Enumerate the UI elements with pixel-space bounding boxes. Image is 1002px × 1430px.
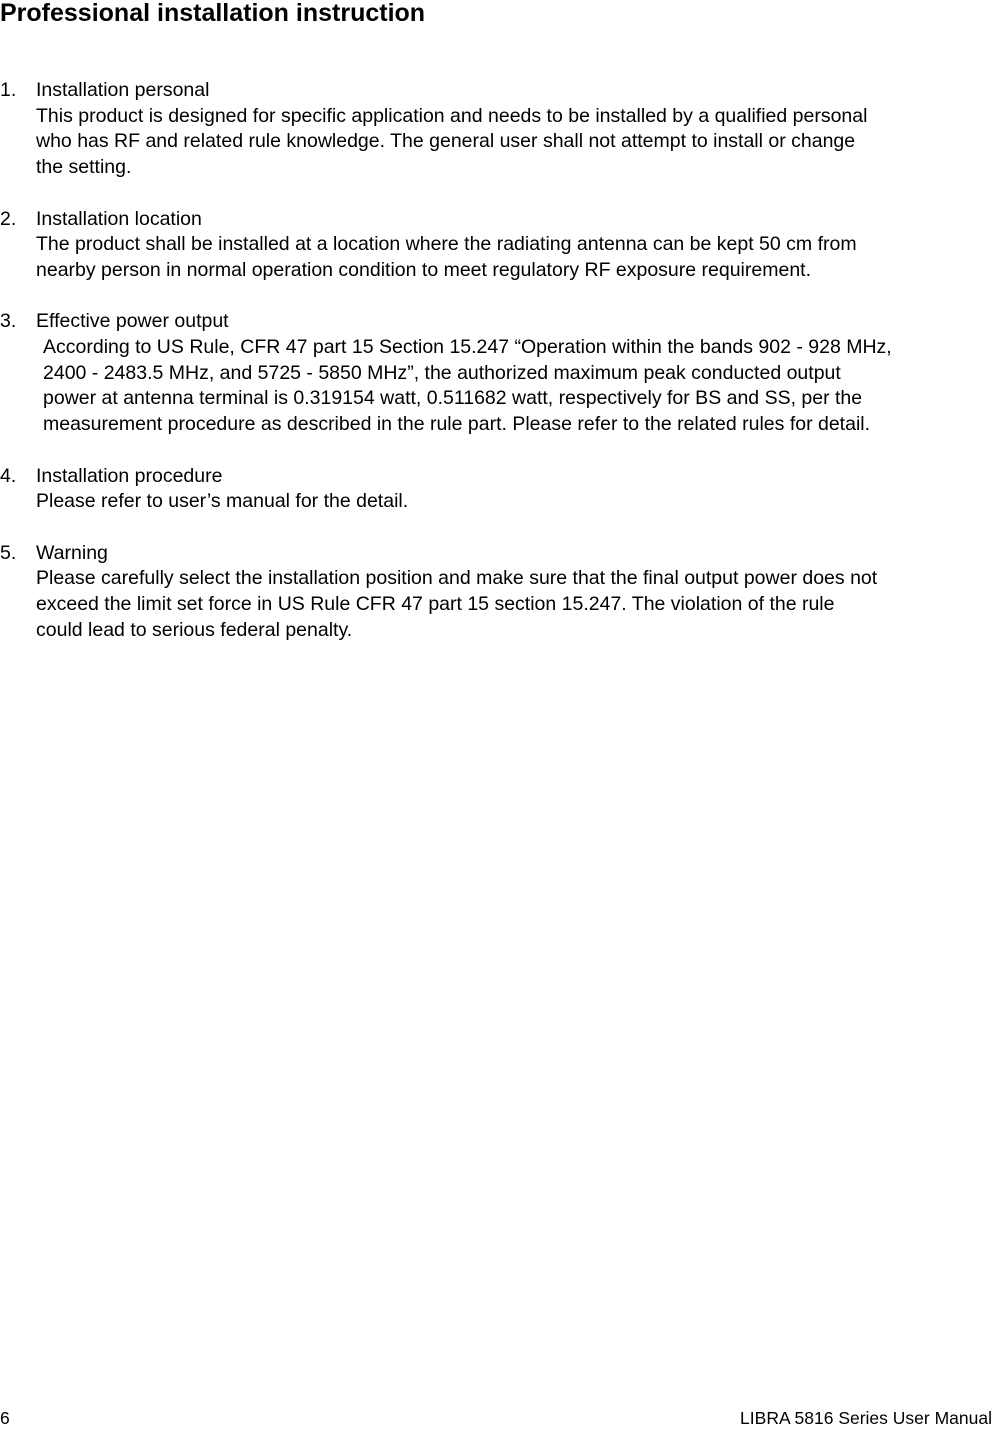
section-number: 2.	[0, 207, 17, 230]
page-number: 6	[0, 1408, 10, 1428]
section-number: 4.	[0, 464, 17, 487]
section-heading	[0, 78, 1002, 104]
section-warning	[0, 541, 1002, 644]
section-heading-text: Installation location	[36, 207, 202, 230]
section-installation-procedure	[0, 464, 1002, 515]
page-title: Professional installation instruction	[0, 0, 426, 27]
section-number: 5.	[0, 541, 17, 564]
section-body: The product shall be installed at a location where the radiating antenna can be kept 50 cm from nearby person in normal operation condition to meet regulatory RF exposure requirement.	[36, 233, 857, 281]
section-heading	[0, 309, 1002, 335]
section-body: Please refer to user’s manual for the detail.	[36, 490, 409, 513]
section-heading-text: Installation personal	[36, 79, 210, 101]
section-body: This product is designed for specific application and needs to be installed by a qualified personal who has RF and related rule knowledge. The general user shall not attempt to install or change the setting.	[36, 104, 868, 179]
section-number: 3.	[0, 310, 17, 333]
section-body: Please carefully select the installation position and make sure that the final output power does not exceed the limit set force in US Rule CFR 47 part 15 section 15.247. The violation of the rule could lead to serious federal penalty.	[36, 567, 878, 641]
manual-name: LIBRA 5816 Series User Manual	[740, 1408, 992, 1428]
section-installation-location	[0, 207, 1002, 284]
section-installation-personal	[0, 78, 1002, 181]
section-heading-text: Installation procedure	[36, 464, 223, 487]
section-heading-text: Warning	[36, 541, 108, 564]
instruction-list	[0, 78, 1002, 669]
section-heading	[0, 207, 1002, 233]
section-heading-text: Effective power output	[36, 310, 229, 333]
section-number: 1.	[0, 79, 17, 101]
section-body: According to US Rule, CFR 47 part 15 Section 15.247 “Operation within the bands 902 - 928 MHz, 2400 - 2483.5 MHz, and 5725 - 5850 MHz”, the authorized maximum peak conducted output power at antenna terminal is 0.319154 watt, 0.511682 watt, respectively for BS and SS, per the measurement procedure as described in the rule part. Please refer to the related rules for detail.	[43, 336, 892, 436]
section-effective-power-output	[0, 309, 1002, 438]
section-heading	[0, 541, 1002, 567]
section-heading	[0, 464, 1002, 490]
